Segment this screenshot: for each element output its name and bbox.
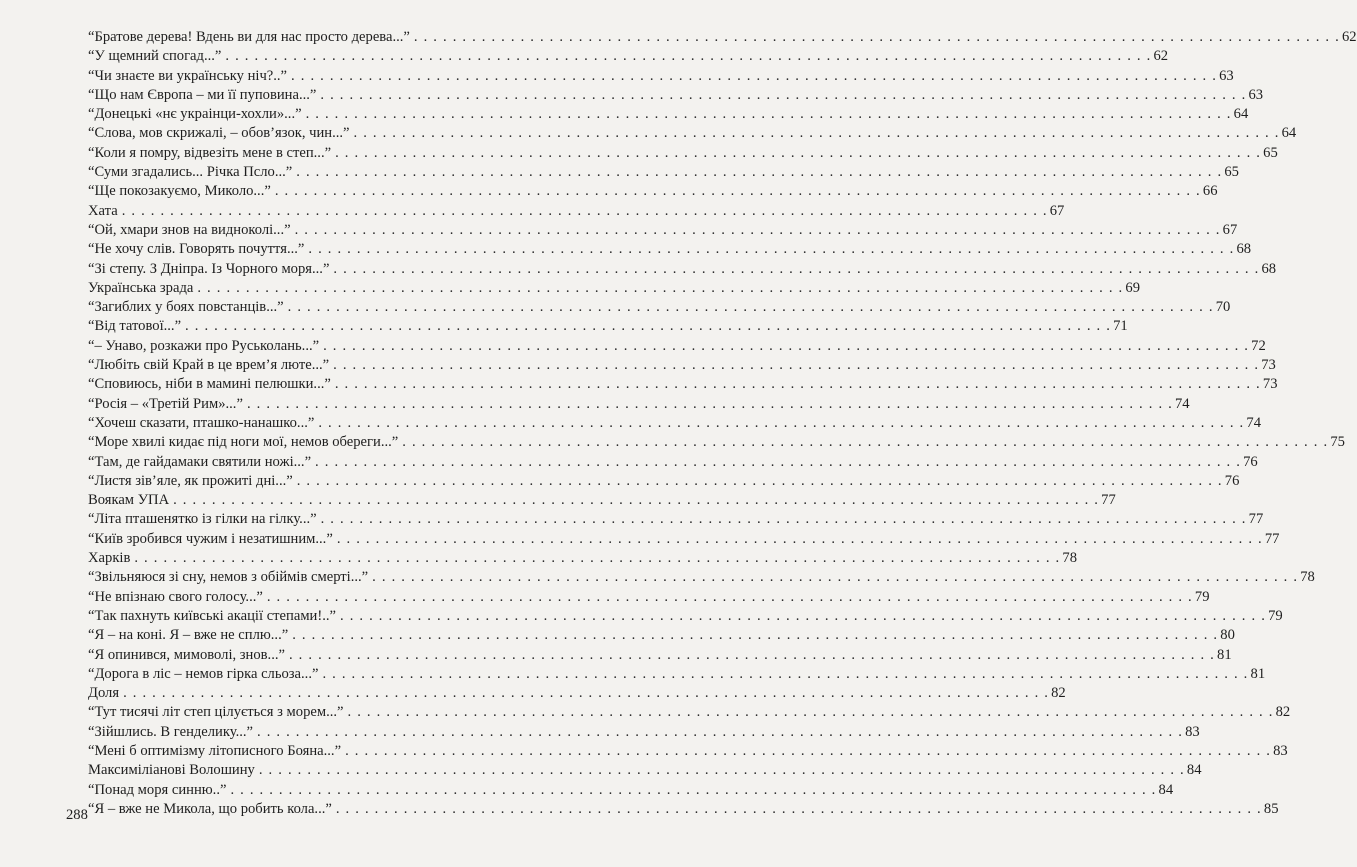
dot-leader — [354, 124, 1280, 143]
toc-entry — [88, 588, 1210, 607]
dot-leader — [321, 510, 1247, 529]
dot-leader — [122, 202, 1048, 221]
dot-leader — [323, 337, 1249, 356]
toc-entry-title: “Загиблих у боях повстанців...” — [88, 299, 284, 316]
toc-entry — [88, 549, 1078, 568]
dot-leader — [335, 375, 1261, 394]
toc-entry — [88, 453, 1258, 472]
page-number: 288 — [66, 807, 88, 823]
toc-entry-title: “Ще покозакуємо, Миколо...” — [88, 183, 271, 200]
toc-entry — [88, 144, 1278, 163]
toc-entry-title: “Не хочу слів. Говорять почуття...” — [88, 241, 305, 258]
toc-entry — [88, 607, 1283, 626]
dot-leader — [308, 240, 1234, 259]
toc-entry-page: 78 — [1062, 550, 1078, 567]
toc-entry-page: 74 — [1175, 395, 1190, 412]
toc-entry-title: “Зі степу. З Дніпра. Із Чорного моря...” — [88, 260, 330, 277]
toc-entry-title: “Суми згадались... Річка Псло...” — [88, 164, 293, 181]
toc-entry — [88, 568, 1315, 587]
toc-entry-title: “Я – вже не Микола, що робить кола...” — [88, 800, 332, 817]
toc-entry — [88, 260, 1277, 279]
toc-entry — [88, 626, 1235, 645]
toc-entry — [88, 221, 1238, 240]
toc-entry-title: “Слова, мов скрижалі, – обов’язок, чин...” — [88, 125, 350, 142]
toc-entry — [88, 279, 1141, 298]
toc-entry — [88, 472, 1240, 491]
toc-entry-page: 76 — [1224, 472, 1240, 489]
toc-entry-title: “Не впізнаю свого голосу...” — [88, 588, 263, 605]
toc-entry-page: 76 — [1243, 453, 1258, 470]
toc-entry-page: 69 — [1125, 279, 1141, 296]
toc-entry-page: 77 — [1264, 530, 1280, 547]
toc-entry-title: “– Унаво, розкажи про Руськолань...” — [88, 337, 320, 354]
toc-entry-page: 68 — [1261, 260, 1277, 277]
toc-entry — [88, 800, 1279, 819]
toc-entry — [88, 781, 1174, 800]
toc-entry-title: “Зійшлись. В генделику...” — [88, 723, 254, 740]
toc-entry — [88, 163, 1239, 182]
toc-entry-title: “Чи знаєте ви українську ніч?..” — [88, 67, 288, 84]
toc-entry — [88, 202, 1065, 221]
toc-entry-page: 79 — [1268, 607, 1283, 624]
toc-entry-page: 65 — [1263, 144, 1278, 161]
dot-leader — [275, 182, 1201, 201]
toc-entry-page: 63 — [1219, 67, 1234, 84]
dot-leader — [185, 317, 1111, 336]
toc-entry-page: 80 — [1220, 627, 1235, 644]
toc-entry — [88, 703, 1291, 722]
toc-entry — [88, 742, 1288, 761]
toc-entry-title: “Я опинився, мимоволі, знов...” — [88, 646, 285, 663]
toc-entry — [88, 510, 1264, 529]
toc-entry-page: 84 — [1186, 762, 1202, 779]
dot-leader — [318, 414, 1244, 433]
dot-leader — [134, 549, 1060, 568]
toc-entry-page: 79 — [1194, 588, 1210, 605]
dot-leader — [267, 588, 1193, 607]
dot-leader — [197, 279, 1123, 298]
toc-entry — [88, 723, 1200, 742]
dot-leader — [257, 723, 1183, 742]
toc-entry-page: 77 — [1248, 511, 1264, 528]
toc-entry-title: “Я – на коні. Я – вже не сплю...” — [88, 627, 289, 644]
toc-entry-page: 83 — [1185, 723, 1200, 740]
toc-entry-page: 67 — [1222, 221, 1238, 238]
toc-entry-title: “Звільняюся зі сну, немов з обіймів смерті...” — [88, 569, 369, 586]
dot-leader — [348, 703, 1274, 722]
toc-entry-page: 74 — [1246, 414, 1262, 431]
dot-leader — [123, 684, 1049, 703]
toc-entry-page: 75 — [1330, 434, 1345, 451]
toc-entry-page: 63 — [1248, 86, 1264, 103]
toc-entry-page: 82 — [1051, 685, 1066, 702]
toc-entry — [88, 47, 1169, 66]
dot-leader — [337, 530, 1263, 549]
toc-entry-title: “Донецькі «нє украінци-хохли»...” — [88, 106, 302, 123]
toc-entry-page: 62 — [1153, 48, 1169, 65]
dot-leader — [288, 298, 1214, 317]
toc-entry — [88, 491, 1116, 510]
toc-entry — [88, 67, 1234, 86]
toc-entry-title: “Київ зробився чужим і незатишним...” — [88, 530, 333, 547]
dot-leader — [291, 67, 1217, 86]
dot-leader — [333, 356, 1259, 375]
toc-entry — [88, 240, 1252, 259]
dot-leader — [372, 568, 1298, 587]
toc-entry-title: Хата — [88, 202, 118, 219]
toc-entry-page: 73 — [1262, 376, 1278, 393]
dot-leader — [320, 86, 1246, 105]
toc-entry-title: “Там, де гайдамаки святили ножі...” — [88, 453, 312, 470]
table-of-contents — [88, 28, 1357, 819]
toc-entry — [88, 414, 1262, 433]
toc-entry-title: “Росія – «Третій Рим»...” — [88, 395, 243, 412]
dot-leader — [292, 626, 1218, 645]
toc-entry-page: 85 — [1263, 800, 1279, 817]
toc-entry-title: “Море хвилі кидає під ноги мої, немов обереги...” — [88, 434, 399, 451]
dot-leader — [173, 491, 1099, 510]
toc-entry-page: 67 — [1049, 202, 1065, 219]
toc-entry — [88, 684, 1066, 703]
dot-leader — [414, 28, 1340, 47]
toc-entry-title: “Хочеш сказати, пташко-нанашко...” — [88, 414, 315, 431]
toc-entry-title: Українська зрада — [88, 279, 194, 296]
toc-entry-title: Харків — [88, 550, 131, 567]
dot-leader — [345, 742, 1271, 761]
toc-entry-title: “Любіть свій Край в це врем’я люте...” — [88, 357, 330, 374]
toc-entry-page: 84 — [1158, 781, 1174, 798]
toc-entry-page: 73 — [1261, 357, 1276, 374]
toc-entry — [88, 761, 1202, 780]
dot-leader — [336, 800, 1262, 819]
dot-leader — [340, 607, 1266, 626]
dot-leader — [289, 646, 1215, 665]
dot-leader — [297, 472, 1223, 491]
toc-entry-page: 82 — [1275, 704, 1291, 721]
toc-entry — [88, 665, 1266, 684]
toc-entry — [88, 433, 1345, 452]
toc-entry-title: “Що нам Європа – ми її пуповина...” — [88, 86, 317, 103]
toc-entry-title: “Братове дерева! Вдень ви для нас просто дерева...” — [88, 29, 410, 45]
dot-leader — [225, 47, 1151, 66]
toc-entry-page: 81 — [1217, 646, 1232, 663]
toc-entry-title: “Понад моря синню..” — [88, 781, 227, 798]
toc-entry-title: “Коли я помру, відвезіть мене в степ...” — [88, 144, 332, 161]
toc-entry-title: Доля — [88, 685, 120, 702]
toc-entry-page: 77 — [1101, 492, 1116, 509]
toc-entry-page: 64 — [1281, 125, 1297, 142]
toc-entry-title: “Сповиюсь, ніби в мамині пелюшки...” — [88, 376, 331, 393]
dot-leader — [333, 260, 1259, 279]
dot-leader — [247, 395, 1173, 414]
toc-entry-page: 66 — [1202, 183, 1218, 200]
toc-entry-page: 62 — [1341, 29, 1357, 45]
toc-entry — [88, 298, 1231, 317]
dot-leader — [335, 144, 1261, 163]
toc-entry — [88, 530, 1280, 549]
toc-entry — [88, 646, 1232, 665]
toc-entry-title: “Листя зів’яле, як прожиті дні...” — [88, 472, 293, 489]
toc-entry — [88, 356, 1276, 375]
toc-entry-title: “Ой, хмари знов на видноколі...” — [88, 221, 291, 238]
toc-entry-title: Максиміліанові Волошину — [88, 762, 255, 779]
toc-entry-page: 64 — [1233, 106, 1249, 123]
toc-entry — [88, 86, 1264, 105]
toc-entry — [88, 395, 1190, 414]
toc-entry-page: 83 — [1273, 742, 1288, 759]
toc-entry-page: 65 — [1224, 164, 1239, 181]
toc-entry-page: 81 — [1250, 665, 1266, 682]
toc-entry — [88, 124, 1297, 143]
toc-entry-page: 71 — [1113, 318, 1128, 335]
toc-entry-title: “Так пахнуть київські акації степами!..” — [88, 607, 336, 624]
dot-leader — [259, 761, 1185, 780]
toc-entry-title: “Від татової...” — [88, 318, 182, 335]
dot-leader — [306, 105, 1232, 124]
toc-entry — [88, 28, 1357, 47]
dot-leader — [230, 781, 1156, 800]
toc-entry-page: 68 — [1236, 241, 1252, 258]
toc-entry-page: 78 — [1300, 569, 1315, 586]
toc-entry — [88, 317, 1128, 336]
dot-leader — [315, 453, 1241, 472]
toc-entry-page: 72 — [1251, 337, 1266, 354]
dot-leader — [295, 221, 1221, 240]
toc-entry-title: “У щемний спогад...” — [88, 48, 222, 65]
toc-entry — [88, 375, 1278, 394]
toc-entry — [88, 337, 1266, 356]
dot-leader — [402, 433, 1328, 452]
toc-entry — [88, 105, 1249, 124]
toc-entry-title: “Тут тисячі літ степ цілується з морем...” — [88, 704, 344, 721]
toc-entry-title: “Літа пташенятко із гілки на гілку...” — [88, 511, 317, 528]
dot-leader — [322, 665, 1248, 684]
dot-leader — [296, 163, 1222, 182]
toc-entry-page: 70 — [1215, 299, 1231, 316]
toc-entry — [88, 182, 1218, 201]
toc-entry-title: “Мені б оптимізму літописного Бояна...” — [88, 742, 342, 759]
toc-entry-title: Воякам УПА — [88, 492, 170, 509]
toc-entry-title: “Дорога в ліс – немов гірка сльоза...” — [88, 665, 319, 682]
